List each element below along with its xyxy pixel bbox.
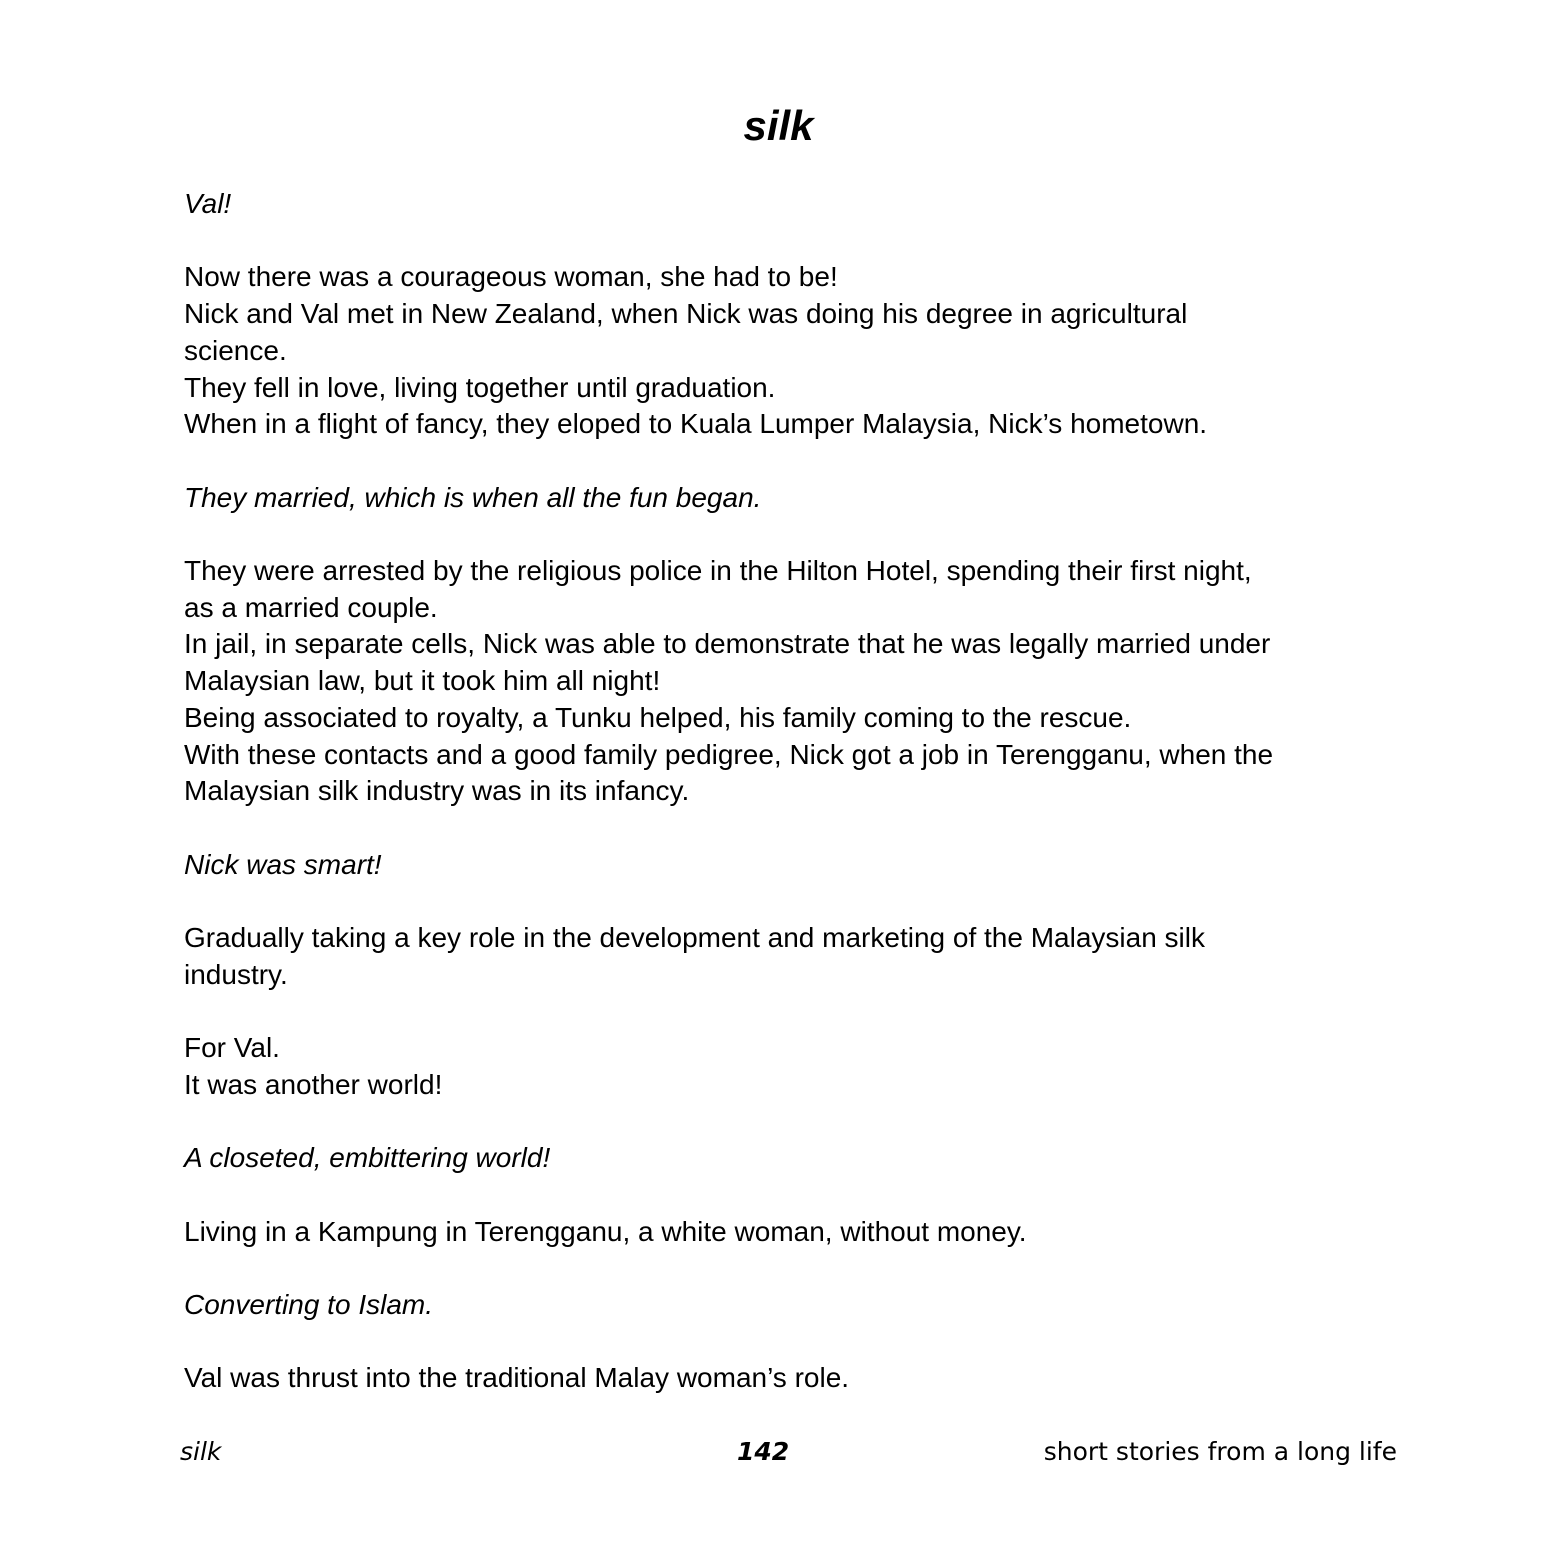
text-line: In jail, in separate cells, Nick was able to demonstrate that he was legally married under bbox=[184, 628, 1271, 660]
paragraph-gap bbox=[184, 883, 1414, 920]
paragraph-gap bbox=[184, 1103, 1414, 1140]
text-line: When in a flight of fancy, they eloped to Kuala Lumper Malaysia, Nick’s hometown. bbox=[184, 408, 1208, 440]
paragraph-arrested bbox=[184, 553, 1414, 810]
footer-chapter-title: silk bbox=[180, 1437, 222, 1466]
paragraph-silk-industry bbox=[184, 920, 1414, 993]
paragraph-gap bbox=[184, 516, 1414, 553]
paragraph-married bbox=[184, 480, 1414, 517]
paragraph-gap bbox=[184, 993, 1414, 1030]
text-line: It was another world! bbox=[184, 1068, 443, 1100]
text-line: Val! bbox=[184, 188, 232, 219]
paragraph-converting bbox=[184, 1287, 1414, 1324]
paragraph-gap bbox=[184, 443, 1414, 480]
page-title: silk bbox=[743, 102, 814, 149]
text-line: Malaysian silk industry was in its infancy. bbox=[184, 775, 690, 807]
page-footer bbox=[0, 1432, 1557, 1472]
text-line: A closeted, embittering world! bbox=[184, 1142, 551, 1174]
text-line: For Val. bbox=[184, 1032, 280, 1064]
text-line: Now there was a courageous woman, she had to be! bbox=[184, 261, 838, 293]
text-line: industry. bbox=[184, 958, 288, 990]
text-line: Val was thrust into the traditional Malay woman’s role. bbox=[184, 1362, 850, 1394]
text-line: Malaysian law, but it took him all night! bbox=[184, 665, 661, 697]
paragraph-kampung bbox=[184, 1214, 1414, 1251]
text-line: They were arrested by the religious police in the Hilton Hotel, spending their first night, bbox=[184, 554, 1252, 586]
paragraph-meeting bbox=[184, 259, 1414, 443]
text-line: Nick was smart! bbox=[184, 848, 382, 880]
footer-book-title: short stories from a long life bbox=[1043, 1437, 1397, 1466]
paragraph-traditional-role bbox=[184, 1360, 1414, 1397]
text-line: Nick and Val met in New Zealand, when Nick was doing his degree in agricultural bbox=[184, 298, 1188, 330]
text-line: Living in a Kampung in Terengganu, a white woman, without money. bbox=[184, 1215, 1027, 1247]
text-line: They married, which is when all the fun began. bbox=[184, 481, 762, 513]
text-line: With these contacts and a good family pedigree, Nick got a job in Terengganu, when the bbox=[184, 738, 1274, 770]
paragraph-nick-smart bbox=[184, 847, 1414, 884]
text-line: Being associated to royalty, a Tunku helped, his family coming to the rescue. bbox=[184, 701, 1132, 733]
paragraph-closeted-world bbox=[184, 1140, 1414, 1177]
paragraph-exclamation-val bbox=[184, 186, 1414, 223]
paragraph-gap bbox=[184, 1324, 1414, 1361]
paragraph-gap bbox=[184, 1250, 1414, 1287]
text-line: science. bbox=[184, 334, 287, 366]
text-line: Converting to Islam. bbox=[184, 1288, 433, 1320]
text-line: as a married couple. bbox=[184, 591, 438, 623]
text-line: Gradually taking a key role in the development and marketing of the Malaysian silk bbox=[184, 921, 1205, 953]
paragraph-gap bbox=[184, 1177, 1414, 1214]
text-line: They fell in love, living together until graduation. bbox=[184, 371, 776, 403]
story-body bbox=[184, 186, 1414, 1397]
paragraph-gap bbox=[184, 810, 1414, 847]
footer-page-number: 142 bbox=[737, 1437, 790, 1466]
paragraph-gap bbox=[184, 223, 1414, 260]
paragraph-another-world bbox=[184, 1030, 1414, 1103]
